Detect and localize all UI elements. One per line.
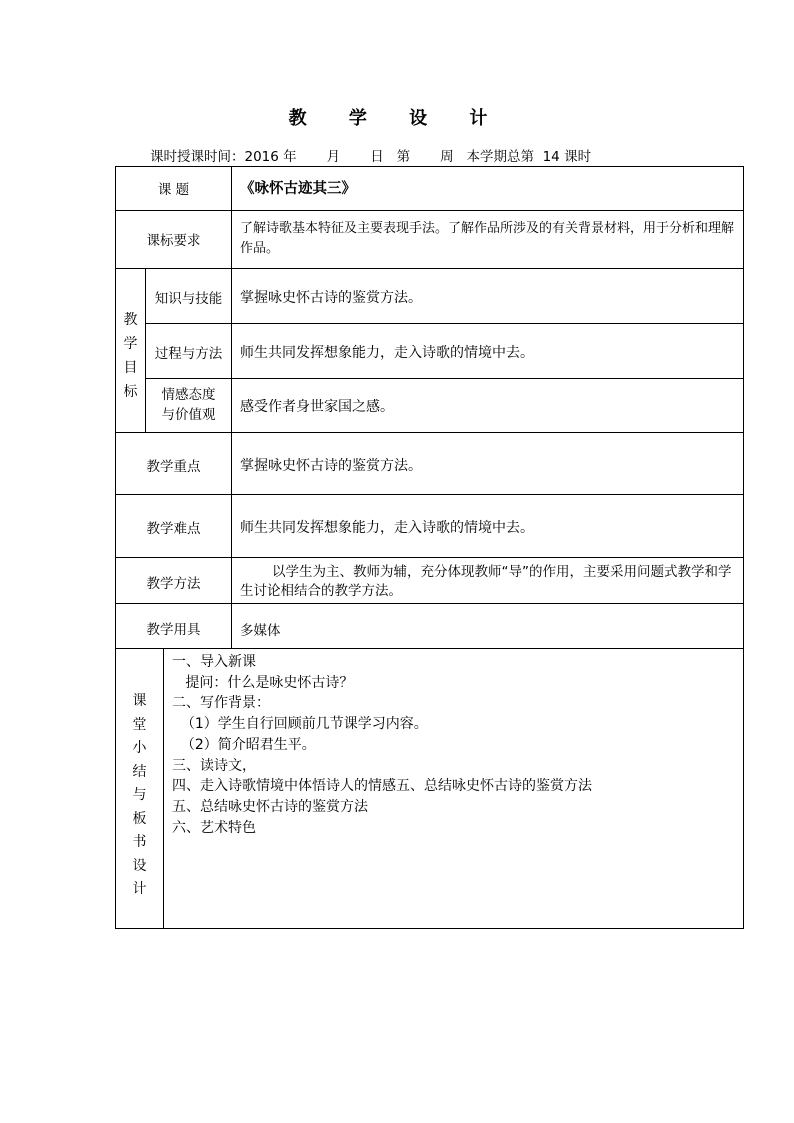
- board-line: （2）简介昭君生平。: [172, 737, 316, 753]
- emotion-label-line1: 情感态度: [161, 387, 216, 403]
- method-value: 以学生为主、教师为辅，充分体现教师“导”的作用，主要采用问题式教学和学生讨论相结合的教学方法。: [240, 564, 732, 599]
- document-title: 教 学 设 计: [288, 108, 506, 129]
- row-divider: [115, 494, 744, 495]
- lesson-time-line: 课时授课时间：2016 年 月 日 第 周 本学期总第 14 课时: [150, 149, 592, 165]
- row-divider: [145, 378, 744, 379]
- table-border-right: [743, 166, 744, 929]
- difficulty-label: 教学难点: [146, 521, 201, 537]
- board-line: 六、艺术特色: [172, 820, 256, 836]
- emotion-label-line2: 与价值观: [161, 407, 216, 423]
- knowledge-label: 知识与技能: [154, 291, 223, 307]
- board-line: 五、总结咏史怀古诗的鉴赏方法: [172, 799, 368, 815]
- objectives-label: [116, 308, 145, 404]
- table-border-top: [115, 166, 744, 167]
- objectives-label-text: 教学目标: [123, 312, 138, 400]
- board-line: 四、走入诗歌情境中体悟诗人的情感五、总结咏史怀古诗的鉴赏方法: [172, 778, 592, 794]
- board-line: 二、写作背景：: [172, 695, 270, 711]
- tools-value: 多媒体: [240, 623, 281, 639]
- board-label-text: 课堂小结与板书设计: [132, 693, 147, 897]
- row-divider: [145, 323, 744, 324]
- board-line: 三、读诗文，: [172, 758, 256, 774]
- tools-label: 教学用具: [146, 622, 201, 638]
- column-divider: [163, 648, 164, 928]
- process-value: 师生共同发挥想象能力，走入诗歌的情境中去。: [240, 345, 534, 361]
- row-divider: [115, 648, 744, 649]
- board-line: 一、导入新课: [172, 654, 256, 670]
- emotion-label: [146, 385, 231, 425]
- table-border-bottom: [115, 928, 744, 929]
- board-label: [116, 690, 163, 902]
- board-line: 提问：什么是咏史怀古诗？: [172, 675, 354, 691]
- row-divider: [115, 432, 744, 433]
- row-divider: [115, 603, 744, 604]
- emotion-value: 感受作者身世家国之感。: [240, 399, 394, 415]
- column-divider: [231, 166, 232, 648]
- process-label: 过程与方法: [154, 346, 223, 362]
- row-divider: [115, 268, 744, 269]
- knowledge-value: 掌握咏史怀古诗的鉴赏方法。: [240, 290, 422, 306]
- key-value: 掌握咏史怀古诗的鉴赏方法。: [240, 458, 422, 474]
- difficulty-value: 师生共同发挥想象能力，走入诗歌的情境中去。: [240, 520, 534, 536]
- row-divider: [115, 210, 744, 211]
- board-line: （1）学生自行回顾前几节课学习内容。: [172, 716, 428, 732]
- standard-label: 课标要求: [146, 233, 201, 249]
- method-label: 教学方法: [146, 576, 201, 592]
- key-label: 教学重点: [146, 459, 201, 475]
- standard-value: 了解诗歌基本特征及主要表现手法。了解作品所涉及的有关背景材料，用于分析和理解作品。: [240, 221, 735, 256]
- topic-label: 课 题: [157, 182, 190, 198]
- topic-value: 《咏怀古迹其三》: [240, 181, 356, 197]
- row-divider: [115, 557, 744, 558]
